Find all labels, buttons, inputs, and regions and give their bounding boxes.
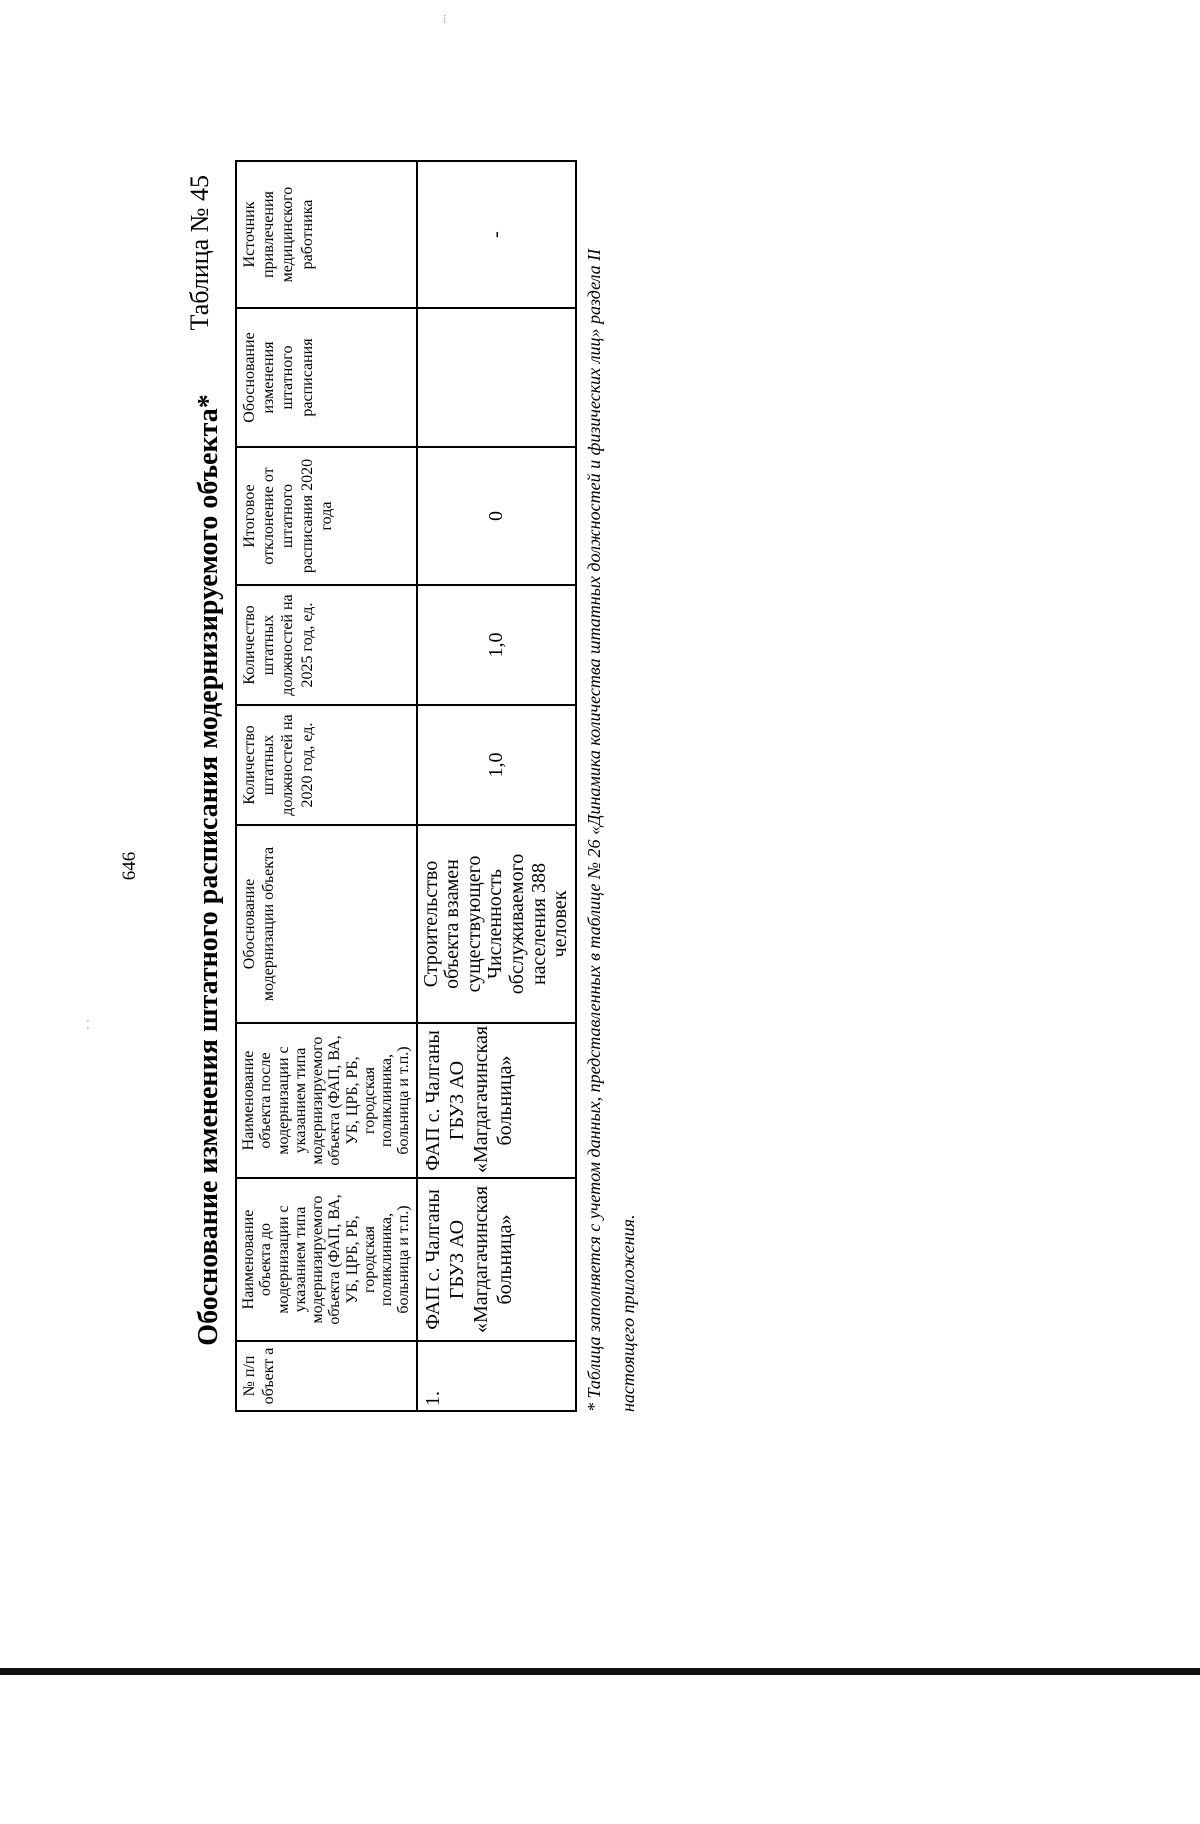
table-title: Обоснование изменения штатного расписания модернизируемого объекта* xyxy=(193,394,224,1346)
rotated-page-content xyxy=(173,60,733,1680)
cell-source: - xyxy=(417,161,576,308)
cell-justification: Строительство объекта взамен существующего Численность обслуживаемого населения 388 человек xyxy=(417,825,576,1023)
cell-object-after: ФАП с. Чалганы ГБУЗ АО «Магдагачинская больница» xyxy=(417,1023,576,1178)
cell-number: 1. xyxy=(417,1341,576,1411)
header-row xyxy=(236,161,417,1411)
header-cell-staff-2025: Количество штатных должностей на 2025 год, ед. xyxy=(236,585,417,705)
cell-change-reason xyxy=(417,308,576,447)
header-cell-justification: Обоснование модернизации объекта xyxy=(236,825,417,1023)
header-cell-staff-2020: Количество штатных должностей на 2020 год, ед. xyxy=(236,705,417,825)
cell-staff-2025: 1,0 xyxy=(417,585,576,705)
header-cell-deviation: Итоговое отклонение от штатного расписания 2020 года xyxy=(236,447,417,585)
header-cell-source: Источник привлечения медицинского работника xyxy=(236,161,417,308)
page-number: 646 xyxy=(119,851,140,881)
scan-speck: ⁞ xyxy=(443,12,447,26)
scan-speck: ⁚ xyxy=(86,1018,90,1032)
header-cell-object-after: Наименование объекта после модернизации с указанием типа модернизируемого объекта (ФАП, ВА, УБ, ЦРБ, РБ, городская поликлиника, больница и т.п.) xyxy=(236,1023,417,1178)
header-cell-object-before: Наименование объекта до модернизации с указанием типа модернизируемого объекта (ФАП, ВА, УБ, ЦРБ, РБ, городская поликлиника, больница и т.п.) xyxy=(236,1178,417,1341)
table-footnote: * Таблица заполняется с учетом данных, представленных в таблице № 26 «Динамика количества штатных должностей и физических лиц» раздела II настоящего приложения. xyxy=(584,248,639,1412)
header-cell-change-reason: Обоснование изменения штатного расписания xyxy=(236,308,417,447)
cell-deviation: 0 xyxy=(417,447,576,585)
staffing-justification-table xyxy=(235,160,577,1412)
table-number: Таблица № 45 xyxy=(185,175,214,331)
scan-edge-rule xyxy=(0,1668,1200,1675)
cell-object-before: ФАП с. Чалганы ГБУЗ АО «Магдагачинская больница» xyxy=(417,1178,576,1341)
header-cell-number: № п/п объект а xyxy=(236,1341,417,1411)
table-row xyxy=(417,161,576,1411)
cell-staff-2020: 1,0 xyxy=(417,705,576,825)
